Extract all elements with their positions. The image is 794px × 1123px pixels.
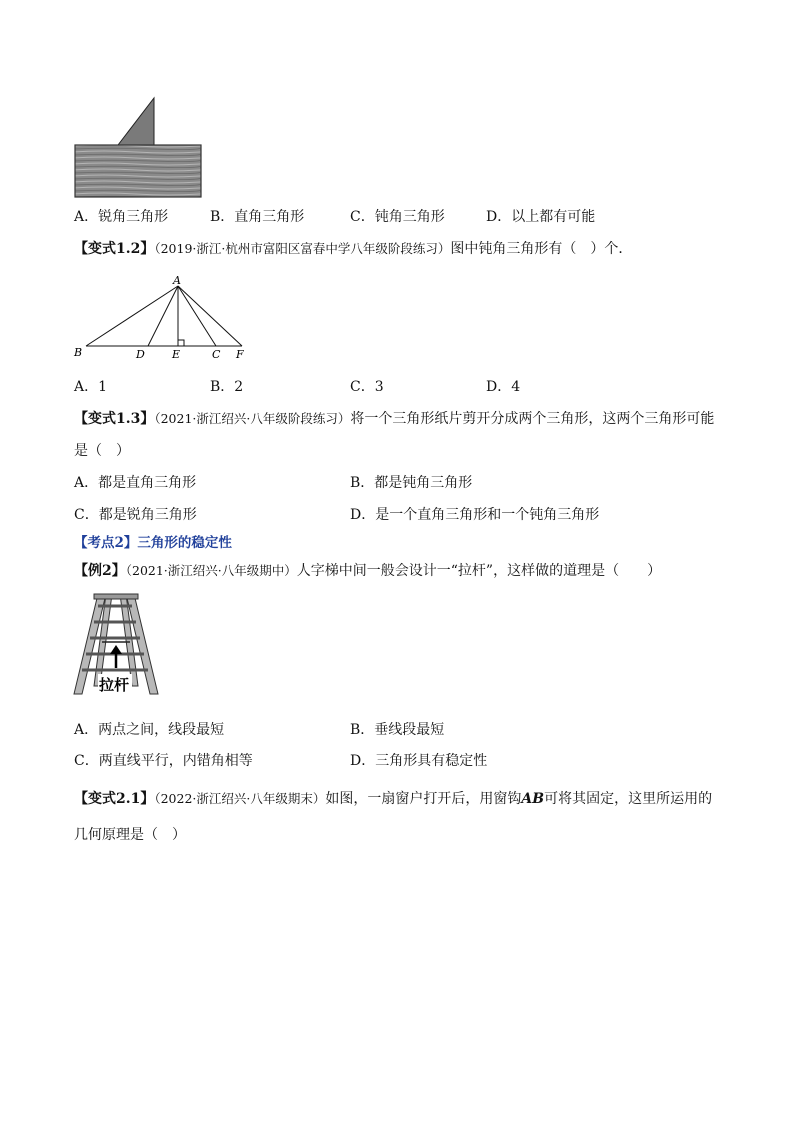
option-b[interactable]: B．垂线段最短 [350, 722, 445, 738]
option-c[interactable]: C．两直线平行，内错角相等 [74, 753, 253, 769]
option-a[interactable]: A．锐角三角形 [74, 209, 169, 225]
option-c[interactable]: C．3 [350, 379, 384, 395]
label-c: C [212, 348, 221, 361]
question-text: 如图，一扇窗户打开后，用窗钩 [325, 791, 522, 807]
section-heading: 【考点2】三角形的稳定性 [74, 535, 232, 551]
option-c[interactable]: C．都是锐角三角形 [74, 507, 197, 523]
label-a: A [173, 274, 181, 287]
option-c[interactable]: C．钝角三角形 [350, 209, 445, 225]
question-text: 图中钝角三角形有（ ）个． [450, 241, 633, 257]
option-a[interactable]: A．两点之间，线段最短 [74, 722, 225, 738]
question-1-3 [74, 410, 714, 428]
option-d[interactable]: D．是一个直角三角形和一个钝角三角形 [350, 507, 600, 523]
label-e: E [172, 348, 181, 361]
option-b[interactable]: B．直角三角形 [210, 209, 305, 225]
question-2-1 [74, 790, 712, 808]
question-source: （2019·浙江·杭州市富阳区富春中学八年级阶段练习） [154, 241, 451, 256]
question-text: 人字梯中间一般会设计一“拉杆”，这样做的道理是（ ） [296, 563, 662, 579]
triangle-on-board-figure [72, 96, 204, 200]
question-text: 将一个三角形纸片剪开分成两个三角形，这两个三角形可能 [350, 411, 715, 427]
option-a[interactable]: A．都是直角三角形 [74, 475, 197, 491]
question-tag: 【变式2.1】 [74, 791, 155, 807]
question-source: （2021·浙江绍兴·八年级期中） [125, 563, 297, 578]
question-1-3-continued: 是（ ） [74, 443, 130, 459]
label-d: D [136, 348, 145, 361]
tie-rod-label: 拉杆 [99, 676, 130, 694]
question-2-1-continued: 几何原理是（ ） [74, 827, 186, 843]
wooden-board [75, 145, 201, 197]
option-d[interactable]: D．以上都有可能 [486, 209, 596, 225]
triangle-points-figure [70, 274, 260, 364]
option-a[interactable]: A．1 [74, 379, 108, 395]
question-1-2 [74, 240, 632, 258]
label-b: B [74, 346, 83, 359]
option-b[interactable]: B．2 [210, 379, 244, 395]
question-text-cont: 可将其固定，这里所运用的 [544, 791, 713, 807]
question-tag: 【例2】 [74, 563, 126, 579]
example-2 [74, 562, 661, 580]
question-source: （2021·浙江绍兴·八年级阶段练习） [154, 411, 351, 426]
question-source: （2022·浙江绍兴·八年级期末） [154, 791, 326, 806]
option-b[interactable]: B．都是钝角三角形 [350, 475, 473, 491]
label-f: F [236, 348, 244, 361]
question-tag: 【变式1.3】 [74, 411, 155, 427]
segment-ab: AB [521, 791, 545, 807]
question-tag: 【变式1.2】 [74, 241, 155, 257]
step-ladder-figure [70, 590, 162, 700]
triangle-shape [118, 98, 154, 145]
option-d[interactable]: D．4 [486, 379, 521, 395]
option-d[interactable]: D．三角形具有稳定性 [350, 753, 488, 769]
